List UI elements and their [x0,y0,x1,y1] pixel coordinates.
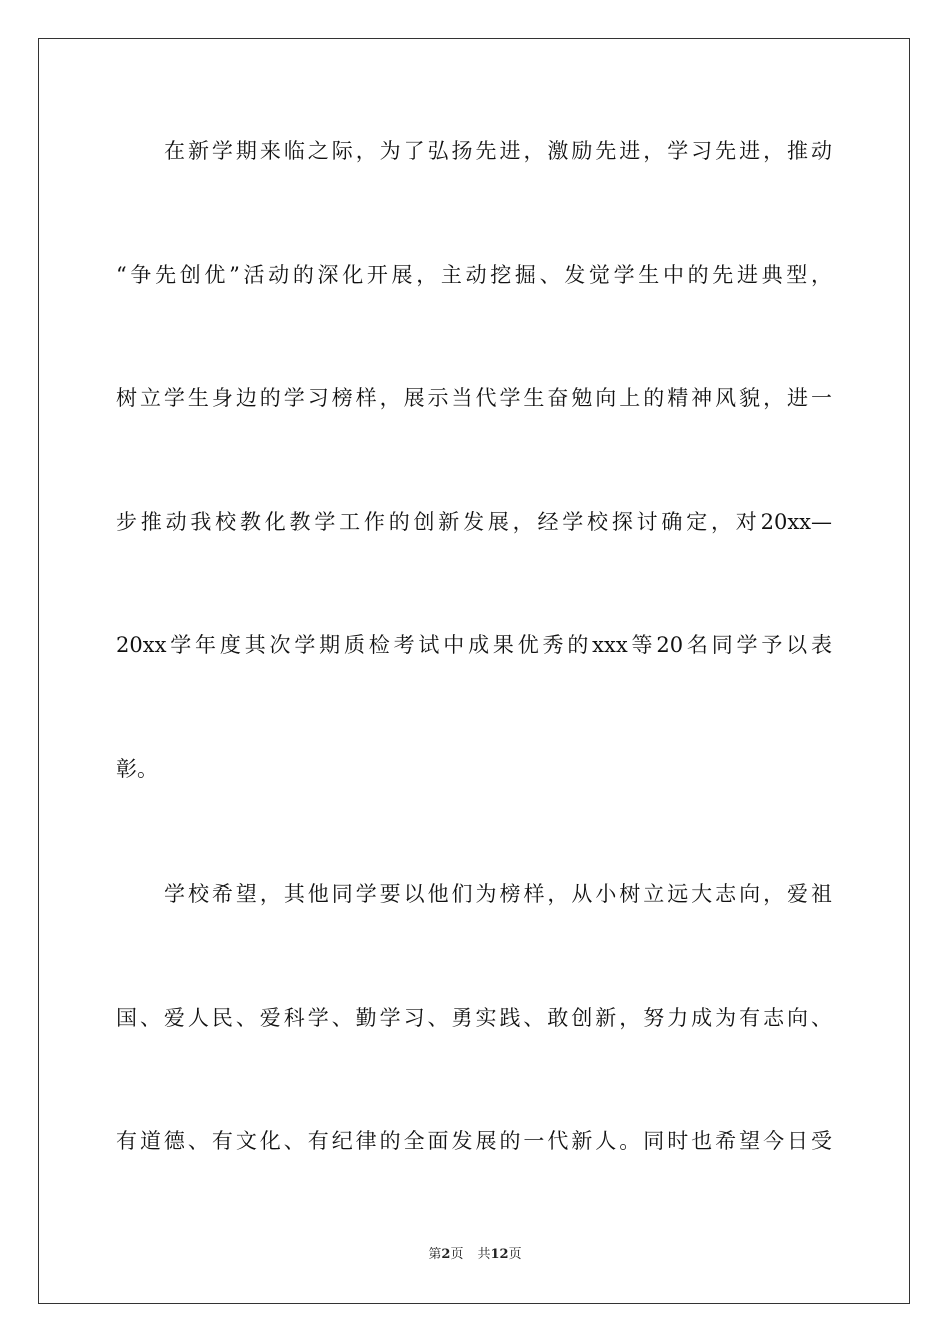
total-prefix: 共 [477,1247,491,1262]
paragraph-line: 步推动我校教化教学工作的创新发展，经学校探讨确定，对20xx— [116,510,832,534]
page-prefix: 第 [428,1247,442,1262]
page-suffix: 页 [450,1247,464,1262]
paragraph-line: “争先创优”活动的深化开展，主动挖掘、发觉学生中的先进典型， [116,263,832,287]
page-number: 2 [441,1247,451,1262]
paragraph-line: 学校希望，其他同学要以他们为榜样，从小树立远大志向，爱祖 [164,882,832,906]
total-suffix: 页 [508,1247,522,1262]
paragraph-line: 彰。 [116,757,158,781]
total-pages: 12 [490,1247,509,1262]
page-border [38,38,910,1304]
paragraph-line: 20xx学年度其次学期质检考试中成果优秀的xxx等20名同学予以表 [116,633,832,657]
paragraph-line: 树立学生身边的学习榜样，展示当代学生奋勉向上的精神风貌，进一 [116,386,832,410]
page-footer [0,1246,950,1264]
paragraph-line: 国、爱人民、爱科学、勤学习、勇实践、敢创新，努力成为有志向、 [116,1006,832,1030]
paragraph-line: 有道德、有文化、有纪律的全面发展的一代新人。同时也希望今日受 [116,1129,832,1153]
paragraph-line: 在新学期来临之际，为了弘扬先进，激励先进，学习先进，推动 [164,139,832,163]
